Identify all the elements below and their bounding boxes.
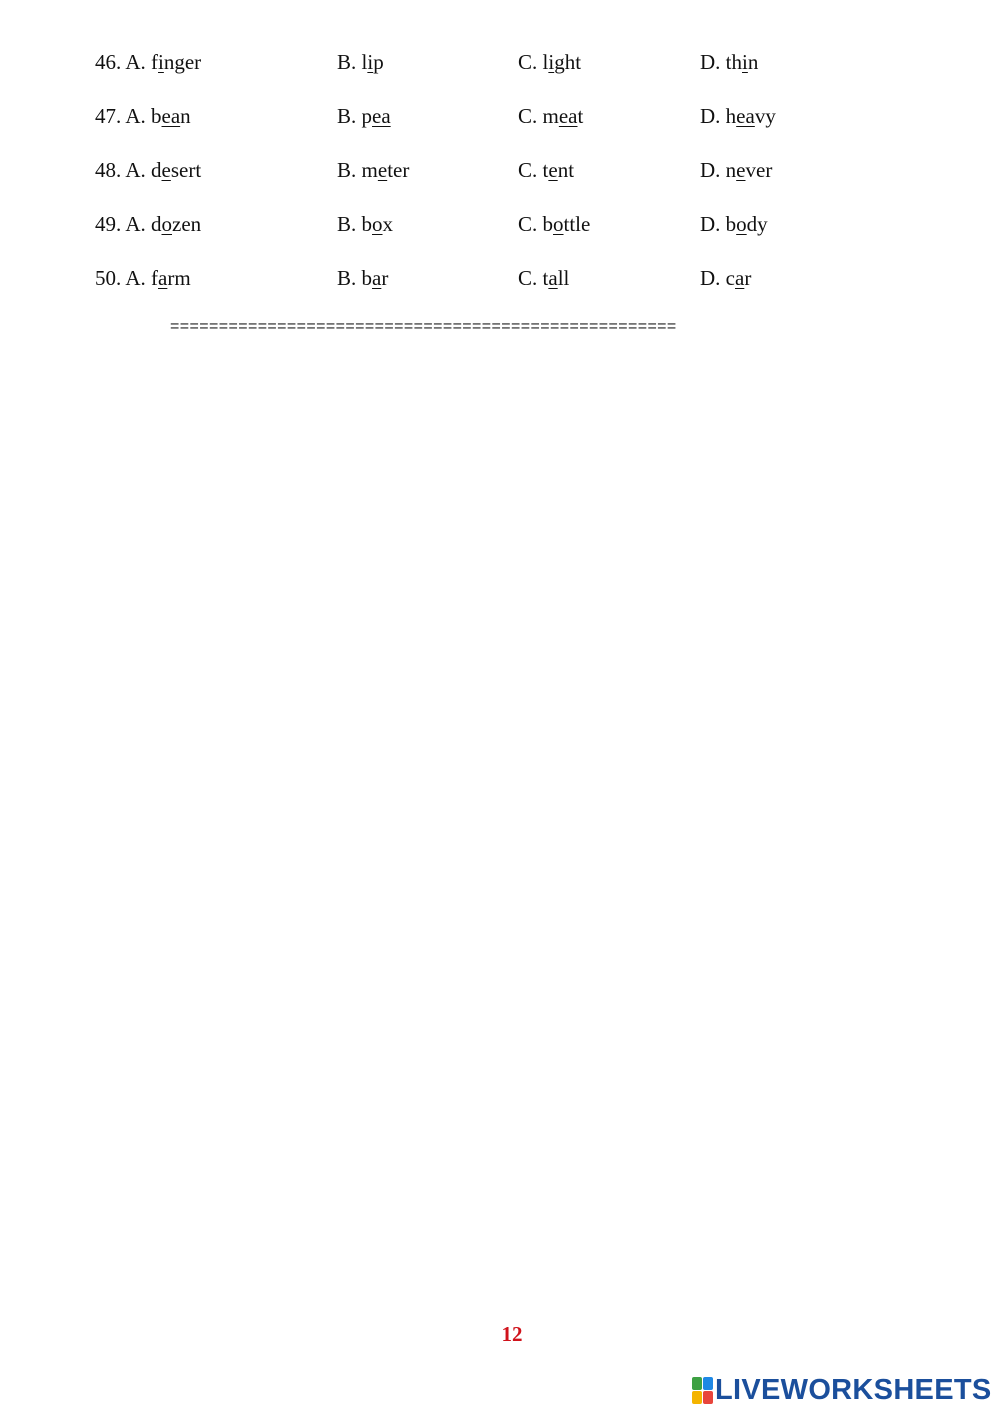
word-part: th	[725, 50, 743, 74]
option-letter: C.	[518, 266, 538, 290]
question-row	[95, 208, 955, 262]
word-part: b	[542, 212, 554, 236]
option-letter: D.	[700, 212, 721, 236]
logo-tile-i	[703, 1377, 713, 1390]
word-part: d	[151, 212, 162, 236]
section-separator: ====================================================	[170, 318, 677, 335]
brand-name: LIVEWORKSHEETS	[715, 1373, 992, 1406]
word-part: t	[577, 104, 584, 128]
option-word	[726, 212, 768, 236]
option-letter: A.	[125, 104, 146, 128]
option-a	[95, 100, 191, 132]
word-part: nt	[557, 158, 575, 182]
word-part: p	[361, 104, 373, 128]
word-part: m	[542, 104, 559, 128]
word-part: d	[151, 158, 162, 182]
underlined-sound: a	[735, 266, 745, 290]
question-number: 48.	[95, 158, 122, 182]
word-part: zen	[172, 212, 202, 236]
question-number: 46.	[95, 50, 122, 74]
underlined-sound: i	[158, 50, 164, 74]
word-part: r	[381, 266, 389, 290]
option-d	[700, 100, 776, 132]
option-word	[726, 104, 776, 128]
underlined-sound: i	[742, 50, 748, 74]
underlined-sound: ea	[372, 104, 391, 128]
underlined-sound: e	[161, 158, 171, 182]
option-word	[151, 158, 201, 182]
option-word	[151, 50, 201, 74]
question-number: 50.	[95, 266, 122, 290]
option-letter: C.	[518, 50, 538, 74]
option-word	[362, 50, 384, 74]
option-letter: C.	[518, 104, 538, 128]
word-part: b	[725, 212, 737, 236]
word-part: nger	[163, 50, 202, 74]
option-word	[543, 50, 582, 74]
option-word	[543, 212, 591, 236]
option-word	[151, 266, 191, 290]
word-part: n	[747, 50, 759, 74]
option-b	[337, 262, 388, 294]
word-part: sert	[170, 158, 202, 182]
option-d	[700, 154, 772, 186]
option-letter: D.	[700, 50, 721, 74]
word-part: ter	[387, 158, 410, 182]
option-letter: B.	[337, 158, 357, 182]
option-a	[95, 154, 201, 186]
question-list	[95, 46, 955, 316]
option-c	[518, 46, 581, 78]
underlined-sound: e	[377, 158, 388, 182]
word-part: vy	[754, 104, 776, 128]
question-row	[95, 46, 955, 100]
option-letter: C.	[518, 212, 538, 236]
option-letter: A.	[125, 50, 146, 74]
option-letter: A.	[125, 266, 146, 290]
option-letter: C.	[518, 158, 538, 182]
option-b	[337, 154, 409, 186]
underlined-sound: o	[372, 212, 383, 236]
underlined-sound: i	[548, 50, 555, 74]
option-letter: B.	[337, 212, 357, 236]
word-part: m	[361, 158, 378, 182]
word-part: b	[361, 212, 373, 236]
word-part: c	[725, 266, 735, 290]
option-word	[362, 266, 389, 290]
word-part: b	[361, 266, 373, 290]
word-part: rm	[167, 266, 191, 290]
option-word	[726, 158, 773, 182]
word-part: l	[542, 50, 549, 74]
underlined-sound: a	[158, 266, 168, 290]
word-part: f	[151, 50, 159, 74]
underlined-sound: e	[736, 158, 746, 182]
page-number: 12	[501, 1322, 523, 1346]
option-word	[543, 158, 575, 182]
option-a	[95, 208, 201, 240]
option-c	[518, 262, 569, 294]
question-row	[95, 262, 955, 316]
option-b	[337, 100, 391, 132]
option-d	[700, 208, 768, 240]
word-part: f	[151, 266, 159, 290]
option-c	[518, 100, 583, 132]
option-word	[543, 104, 584, 128]
underlined-sound: e	[548, 158, 558, 182]
word-part: p	[373, 50, 384, 74]
word-part: ttle	[563, 212, 591, 236]
option-letter: D.	[700, 158, 721, 182]
underlined-sound: o	[161, 212, 173, 236]
word-part: t	[542, 266, 549, 290]
logo-tile-e	[703, 1391, 713, 1404]
word-part: dy	[746, 212, 768, 236]
option-word	[726, 266, 752, 290]
option-word	[362, 212, 394, 236]
word-part: l	[361, 50, 368, 74]
word-part: n	[725, 158, 737, 182]
option-letter: A.	[125, 158, 146, 182]
word-part: r	[744, 266, 752, 290]
option-c	[518, 154, 574, 186]
option-b	[337, 46, 384, 78]
question-row	[95, 154, 955, 208]
word-part: ght	[554, 50, 582, 74]
option-letter: A.	[125, 212, 146, 236]
underlined-sound: ea	[736, 104, 755, 128]
option-letter: B.	[337, 50, 357, 74]
option-letter: B.	[337, 266, 357, 290]
word-part: n	[180, 104, 191, 128]
option-d	[700, 262, 751, 294]
word-part: t	[542, 158, 549, 182]
word-part: h	[725, 104, 737, 128]
liveworksheets-logo-icon	[692, 1377, 712, 1403]
word-part: b	[151, 104, 162, 128]
underlined-sound: o	[553, 212, 564, 236]
option-a	[95, 46, 201, 78]
option-word	[151, 104, 191, 128]
option-word	[362, 158, 410, 182]
underlined-sound: a	[548, 266, 558, 290]
option-c	[518, 208, 590, 240]
option-letter: D.	[700, 104, 721, 128]
underlined-sound: a	[372, 266, 382, 290]
underlined-sound: ea	[558, 104, 578, 128]
brand-logo	[692, 1372, 992, 1408]
question-number: 49.	[95, 212, 122, 236]
underlined-sound: o	[736, 212, 747, 236]
logo-tile-v	[692, 1391, 702, 1404]
question-number: 47.	[95, 104, 122, 128]
word-part: ver	[745, 158, 773, 182]
question-row	[95, 100, 955, 154]
option-word	[543, 266, 570, 290]
option-a	[95, 262, 191, 294]
underlined-sound: ea	[161, 104, 181, 128]
word-part: ll	[557, 266, 570, 290]
word-part: x	[382, 212, 394, 236]
underlined-sound: i	[367, 50, 374, 74]
option-word	[362, 104, 391, 128]
option-word	[726, 50, 759, 74]
option-word	[151, 212, 201, 236]
option-d	[700, 46, 758, 78]
logo-tile-l	[692, 1377, 702, 1390]
option-letter: B.	[337, 104, 357, 128]
option-letter: D.	[700, 266, 721, 290]
option-b	[337, 208, 393, 240]
